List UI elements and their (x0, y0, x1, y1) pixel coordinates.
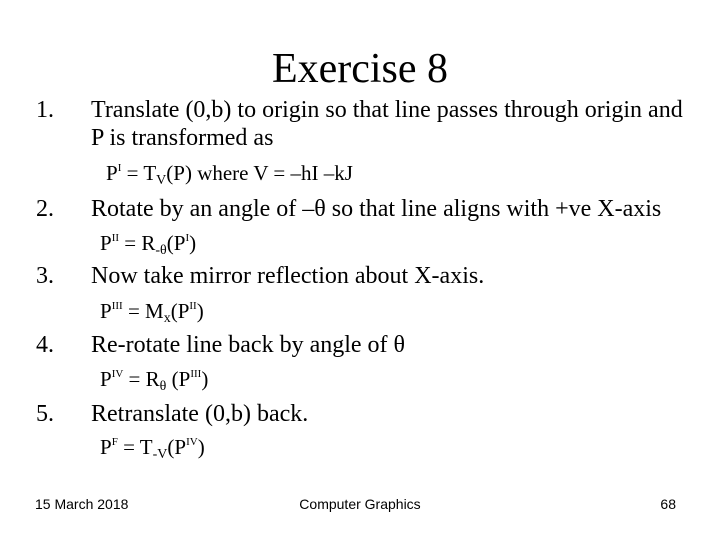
item-number-5: 5. (36, 401, 54, 427)
item-text-3: Now take mirror reflection about X-axis. (91, 263, 485, 289)
formula-4-lhs-sup: IV (111, 368, 124, 380)
formula-4-arg-sup: III (190, 368, 202, 380)
footer-course: Computer Graphics (299, 496, 421, 512)
formula-1 (106, 160, 353, 186)
item-text-4: Re-rotate line back by angle of θ (91, 332, 406, 358)
formula-5-arg-sup: IV (186, 436, 198, 448)
formula-2-lhs-sup: II (111, 232, 120, 244)
formula-4-eq: = R (123, 367, 160, 391)
formula-4-lhs: P (100, 367, 112, 391)
slide-title: Exercise 8 (271, 46, 449, 92)
item-number-1: 1. (36, 97, 54, 123)
formula-5-arg-close: ) (197, 435, 205, 459)
item-text-1: Translate (0,b) to origin so that line passes through origin and P is transformed as (91, 97, 683, 151)
formula-3-lhs-sup: III (111, 300, 123, 312)
formula-5-lhs-sup: F (111, 436, 118, 448)
formula-2-lhs: P (100, 231, 112, 255)
item-number-2: 2. (36, 196, 54, 222)
formula-5-arg-open: (P (167, 435, 187, 459)
formula-3-sub: x (163, 311, 171, 326)
formula-2-arg-close: ) (189, 231, 197, 255)
formula-1-sub: V (156, 173, 167, 188)
formula-1-lhs-sup: I (117, 162, 122, 174)
formula-2 (100, 230, 196, 256)
formula-5-lhs: P (100, 435, 112, 459)
formula-3 (100, 298, 204, 324)
formula-2-arg-open: (P (166, 231, 186, 255)
formula-1-arg: (P) where V = –hI –kJ (166, 161, 353, 185)
formula-4-arg-close: ) (201, 367, 209, 391)
item-text-5: Retranslate (0,b) back. (91, 401, 309, 427)
formula-3-arg-close: ) (196, 299, 204, 323)
formula-4-sub: θ (159, 379, 167, 394)
formula-5 (100, 434, 205, 460)
formula-3-lhs: P (100, 299, 112, 323)
formula-3-arg-open: (P (170, 299, 190, 323)
item-number-4: 4. (36, 332, 54, 358)
formula-5-eq: = T (117, 435, 153, 459)
formula-2-arg-sup: I (185, 232, 190, 244)
formula-4-arg-open: (P (166, 367, 191, 391)
formula-5-sub: -V (152, 447, 168, 462)
formula-2-sub: -θ (155, 243, 167, 258)
formula-1-lhs: P (106, 161, 118, 185)
formula-2-eq: = R (119, 231, 156, 255)
item-text-2: Rotate by an angle of –θ so that line aligns with +ve X-axis (91, 196, 662, 222)
formula-1-eq: = T (121, 161, 157, 185)
formula-3-eq: = M (122, 299, 164, 323)
formula-4 (100, 366, 208, 392)
formula-3-arg-sup: II (189, 300, 197, 312)
footer-page-number: 68 (660, 496, 676, 512)
item-number-3: 3. (36, 263, 54, 289)
footer-date: 15 March 2018 (35, 496, 129, 512)
